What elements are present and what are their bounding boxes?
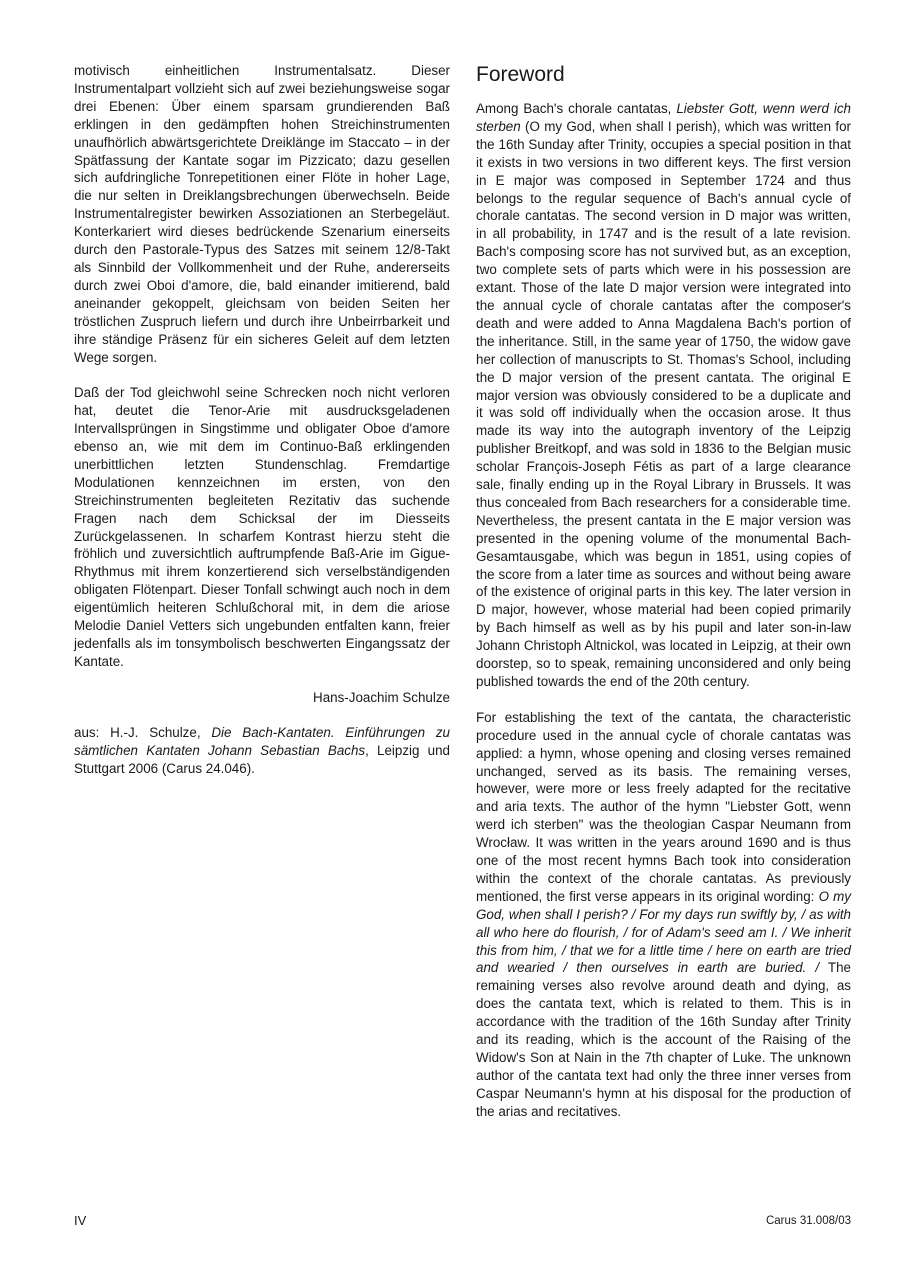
source-prefix: aus: H.-J. Schulze, [74,725,212,741]
p1-intro: Among Bach's chorale cantatas, [476,101,677,116]
left-paragraph-1: motivisch einheitlichen Instrumentalsatz. Dieser Instrumentalpart vollzieht sich auf zwei beziehungsweise sogar drei Ebenen: Über einem sparsam grundierenden Baß erklingen in den gedämpften hohen Streichinstrumenten unaufhörlich abwärtsgerichtete Dreiklänge im Staccato – in der Spätfassung der Kantate sogar im Pizzicato; dazu gesellen sich aufdringliche Tonrepetitionen einer Flöte in hoher Lage, die nur selten in Dreiklangsbrechungen überwechseln. Beide Instrumentalregister bewirken Assoziationen an Sterbegeläut. Konterkariert wird dieses bedrückende Szenarium einerseits durch den Pastorale-Typus des Satzes mit seinem 12/8-Takt als Sinnbild der Vollkommenheit und der Ruhe, andererseits durch zwei Oboi d'amore, die, bald einander imitierend, bald aneinander gekoppelt, gleichsam von beiden Seiten her tröstlichen Zuspruch liefern und durch ihre Unbeirrbarkeit und ihre ständige Präsenz für ein sicheres Geleit auf dem letzten Wege sorgen. [74,63,450,365]
source-suffix: , Leipzig und Stuttgart 2006 (Carus 24.046). [74,743,450,777]
right-column [476,62,851,1121]
page-number: IV [74,1213,87,1228]
left-paragraph-2: Daß der Tod gleichwohl seine Schrecken noch nicht verloren hat, deutet die Tenor-Arie mit ausdrucksgeladenen Intervallsprüngen in Singstimme und obligater Oboe d'amore ebenso an, wie mit dem im Continuo-Baß erklingenden unerbittlichen letzten Stundenschlag. Fremdartige Modulationen kennzeichnen im ersten, von den Streichinstrumenten begleiteten Rezitativ das suchende Fragen nach dem Schicksal der im Diesseits Zurückgelassenen. In scharfem Kontrast hierzu steht die fröhlich und zuversichtlich auftrumpfende Baß-Arie im Gigue-Rhythmus mit ihrem konzertierend sich verselbständigenden obligaten Flötenpart. Dieser Tonfall schwingt auch noch in dem eigentümlich heiteren Schlußchoral mit, in dem die ariose Melodie Daniel Vetters sich ungebunden entfalten kann, freier jedenfalls als im tonsymbolisch beschwerten Eingangssatz der Kantate. [74,385,450,669]
source-title: Die Bach-Kantaten. Einführungen zu sämtlichen Kantaten Johann Sebastian Bachs [74,725,450,759]
source-citation [74,724,450,778]
left-column [74,62,450,778]
p1-body: (O my God, when shall I perish), which was written for the 16th Sunday after Trinity, occupies a special position in that it exists in two versions in two different keys. The first version in E major was composed in September 1724 and thus belongs to the regular sequence of Bach's annual cycle of chorale cantatas. The second version in D major was written, in all probability, in 1747 and is the result of a late revision. Bach's composing score has not survived but, as an exception, two complete sets of parts which were in his possession are extant. Those of the late D major version were integrated into the annual cycle of chorale cantatas after the composer's death and were added to Anna Magdalena Bach's portion of the inheritance. Still, in the same year of 1750, the widow gave her collection of manuscripts to St. Thomas's School, including the D major version of the present cantata. The original E major version was obviously considered to be a duplicate and it was sold off individually when the occasion arose. It thus made its way into the autograph inventory of the Leipzig publisher Breitkopf, and was sold in 1836 to the Belgian music scholar François-Joseph Fétis as part of a large clearance sale, finally ending up in the Royal Library in Brussels. It was thus concealed from Bach researchers for a considerable time. Nevertheless, the present cantata in the E major version was presented in the opening volume of the monumental Bach-Gesamtausgabe, which was begun in 1851, using copies of the score from a later time as sources and without being aware of the existence of original parts in this key. The later version in D major, however, whose material had been copied primarily by Bach himself as well as by his pupil and later son-in-law Johann Christoph Altnickol, was located in Leipzig, at their own doorstep, so to speak, remaining unconsidered and only being published towards the end of the 20th century. [476,118,851,689]
foreword-paragraph-1 [476,100,851,691]
p2-intro: For establishing the text of the cantata, the characteristic procedure used in the annual cycle of chorale cantatas was applied: a hymn, whose opening and closing verses remained unchanged, served as its basis. The remaining verses, however, were more or less freely adapted for the recitative and aria texts. The author of the hymn "Liebster Gott, wenn werd ich sterben" was the theologian Caspar Neumann from Wrocław. It was written in the years around 1690 and is thus one of the most recent hymns Bach took into consideration within the context of the chorale cantatas. As previously mentioned, the first verse appears in its original wording: [476,709,851,904]
foreword-heading: Foreword [476,63,565,86]
catalog-number: Carus 31.008/03 [765,1215,851,1227]
p2-body: The remaining verses also revolve around death and dying, as does the cantata text, which is related to them. This is in accordance with the tradition of the 16th Sunday after Trinity and its reading, which is the account of the Raising of the Widow's Son at Nain in the 7th chapter of Luke. The unknown author of the cantata text had only the three inner verses from Caspar Neumann's hymn at his disposal for the production of the arias and recitatives. [476,960,851,1119]
cantata-title: Liebster Gott, wenn werd ich sterben [476,101,852,134]
foreword-paragraph-2 [476,709,851,1121]
hymn-quote: O my God, when shall I perish? / For my days run swiftly by, / as with all who here do flourish, / for of Adam's seed am I. / We inherit this from him, / that we for a little time / here on earth are tried and wearied / then ourselves in earth are buried. / [476,888,851,976]
author-signature: Hans-Joachim Schulze [313,689,450,705]
